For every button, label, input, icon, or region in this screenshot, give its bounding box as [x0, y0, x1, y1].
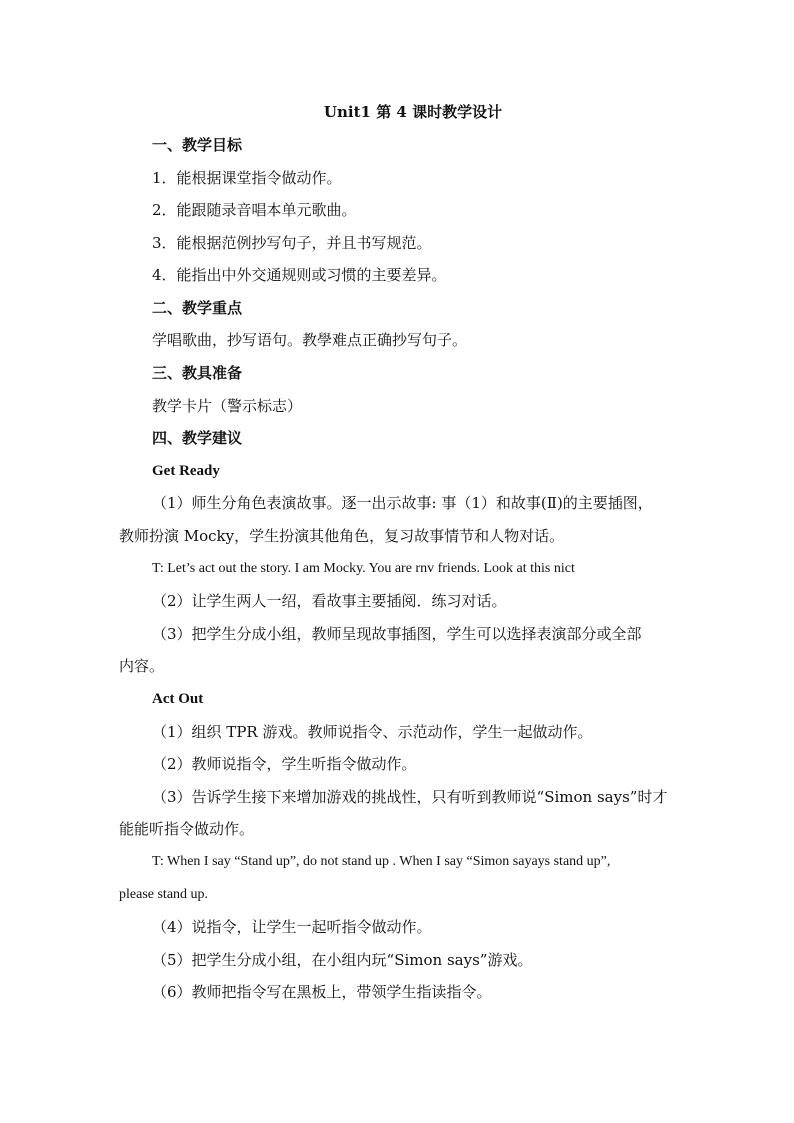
paragraph-line: （5）把学生分成小组，在小组内玩“Simon says”游戏。 — [152, 951, 533, 969]
paragraph-line: （3）把学生分成小组，教师呈现故事插图，学生可以选择表演部分或全部 — [152, 625, 642, 643]
paragraph-line: （1）师生分角色表演故事。逐一出示故事: 事（1）和故事(Ⅱ)的主要插图， — [152, 494, 653, 512]
dialogue-line: T: Let’s act out the story. I am Mocky. You are rnv friends. Look at this nict — [152, 561, 575, 576]
subheading-get-ready: Get Ready — [152, 463, 220, 479]
paragraph-line: 能能听指令做动作。 — [119, 820, 255, 838]
paragraph-line: （6）教师把指令写在黑板上，带领学生指读指令。 — [152, 983, 492, 1001]
paragraph-line: （4）说指令，让学生一起听指令做动作。 — [152, 918, 432, 936]
section-heading-objectives: 一、教学目标 — [152, 136, 243, 154]
paragraph-line: 内容。 — [119, 657, 165, 675]
objective-item: 1．能根据课堂指令做动作。 — [152, 169, 342, 187]
objective-item: 4．能指出中外交通规则或习惯的主要差异。 — [152, 266, 447, 284]
paragraph-line: （1）组织 TPR 游戏。教师说指令、示范动作，学生一起做动作。 — [152, 723, 593, 741]
section-heading-suggestions: 四、教学建议 — [152, 429, 243, 447]
dialogue-line: T: When I say “Stand up”, do not stand up . When I say “Simon sayays stand up”, — [152, 854, 611, 869]
section-heading-materials: 三、教具准备 — [152, 364, 243, 382]
key-points-text: 学唱歌曲，抄写语句。教學难点正确抄写句子。 — [152, 331, 468, 349]
objective-item: 2．能跟随录音唱本单元歌曲。 — [152, 201, 357, 219]
section-heading-key-points: 二、教学重点 — [152, 299, 243, 317]
objective-item: 3．能根据范例抄写句子，并且书写规范。 — [152, 234, 432, 252]
materials-text: 教学卡片（警示标志） — [152, 397, 303, 415]
dialogue-line: please stand up. — [119, 887, 209, 902]
paragraph-line: （2）让学生两人一绍，看故事主要插阅．练习对话。 — [152, 592, 507, 610]
paragraph-line: （3）告诉学生接下来增加游戏的挑战性，只有听到教师说“Simon says”时才 — [152, 788, 668, 806]
paragraph-line: （2）教师说指令，学生听指令做动作。 — [152, 755, 417, 773]
paragraph-line: 教师扮演 Mocky，学生扮演其他角色，复习故事情节和人物对话。 — [119, 527, 565, 545]
subheading-act-out: Act Out — [152, 691, 204, 707]
page-title: Unit1 第 4 课时教学设计 — [323, 103, 503, 121]
